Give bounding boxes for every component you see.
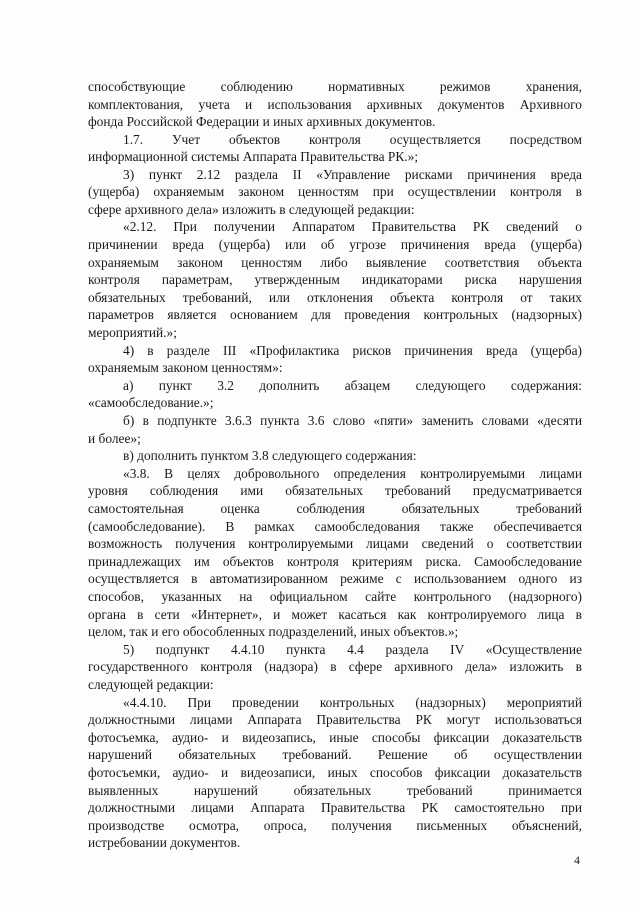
text-line: в) дополнить пунктом 3.8 следующего содержания: [123,448,417,463]
text-line: истребовании документов. [88,835,241,850]
text-line: самостоятельная оценка соблюдения обязательных требований [88,501,582,516]
text-line: контроля параметрам, утвержденным индикаторами риска нарушения [88,272,582,287]
text-line: информационной системы Аппарата Правительства РК.»; [88,149,419,164]
text-line: уровня соблюдения ими обязательных требований предусматривается [88,483,582,498]
text-line: комплектования, учета и использования архивных документов Архивного [88,97,582,112]
text-line: органа в сети «Интернет», и может касаться как контролируемого лица в [88,607,582,622]
text-line: должностными лицами Аппарата Правительства РК самостоятельно при [88,800,582,815]
text-line: а) пункт 3.2 дополнить абзацем следующего содержания: [123,378,582,393]
text-line: причинении вреда (ущерба) или об угрозе причинения вреда (ущерба) [88,237,582,252]
text-line: нарушений обязательных требований. Решение об осуществлении [88,747,582,762]
text-line: «4.4.10. При проведении контрольных (надзорных) мероприятий [123,695,582,710]
text-line: мероприятий.»; [88,325,177,340]
text-line: возможность получения контролируемыми лицами сведений о соответствии [88,536,582,551]
page-number: 4 [574,853,580,867]
text-line: способов, указанных на официальном сайте контрольного (надзорного) [88,589,582,604]
text-line: и более»; [88,431,141,446]
text-line: фотосъемки, аудио- и видеозаписи, иных способов фиксации доказательств [88,765,582,780]
text-line: фонда Российской Федерации и иных архивных документов. [88,114,436,129]
text-line: б) в подпункте 3.6.3 пункта 3.6 слово «пяти» заменить словами «десяти [123,413,582,428]
text-line: осуществляется в автоматизированном режиме с использованием одного из [88,571,582,586]
text-line: обязательных требований, или отклонения объекта контроля от таких [88,290,582,305]
text-line: «2.12. При получении Аппаратом Правительства РК сведений о [123,219,582,234]
text-line: (самообследование). В рамках самообследования также обеспечивается [88,519,582,534]
text-line: принадлежащих им объектов контроля критериям риска. Самообследование [88,554,582,569]
text-line: целом, так и его обособленных подразделений, иных объектов.»; [88,624,459,639]
text-line: должностными лицами Аппарата Правительства РК могут использоваться [88,712,582,727]
text-line: 5) подпункт 4.4.10 пункта 4.4 раздела IV «Осуществление [123,642,582,657]
text-line: 1.7. Учет объектов контроля осуществляется посредством [123,132,582,147]
text-line: 3) пункт 2.12 раздела II «Управление рисками причинения вреда [123,167,582,182]
text-line: охраняемым законом ценностям»: [88,360,283,375]
text-line: 4) в разделе III «Профилактика рисков причинения вреда (ущерба) [123,343,582,358]
text-line: сфере архивного дела» изложить в следующей редакции: [88,202,415,217]
text-line: государственного контроля (надзора) в сфере архивного дела» изложить в [88,659,582,674]
text-line: производстве осмотра, опроса, получения письменных объяснений, [88,818,582,833]
text-line: (ущерба) охраняемым законом ценностям при осуществлении контроля в [88,184,582,199]
text-line: охраняемым законом ценностям либо выявление соответствия объекта [88,255,582,270]
text-line: выявленных нарушений обязательных требований принимается [88,783,582,798]
text-line: способствующие соблюдению нормативных режимов хранения, [88,79,582,94]
text-line: «3.8. В целях добровольного определения контролируемыми лицами [123,466,582,481]
text-line: «самообследование.»; [88,395,214,410]
text-line: следующей редакции: [88,677,214,692]
text-line: фотосъемка, аудио- и видеозапись, иные способы фиксации доказательств [88,730,582,745]
text-line: параметров является основанием для проведения контрольных (надзорных) [88,307,582,322]
